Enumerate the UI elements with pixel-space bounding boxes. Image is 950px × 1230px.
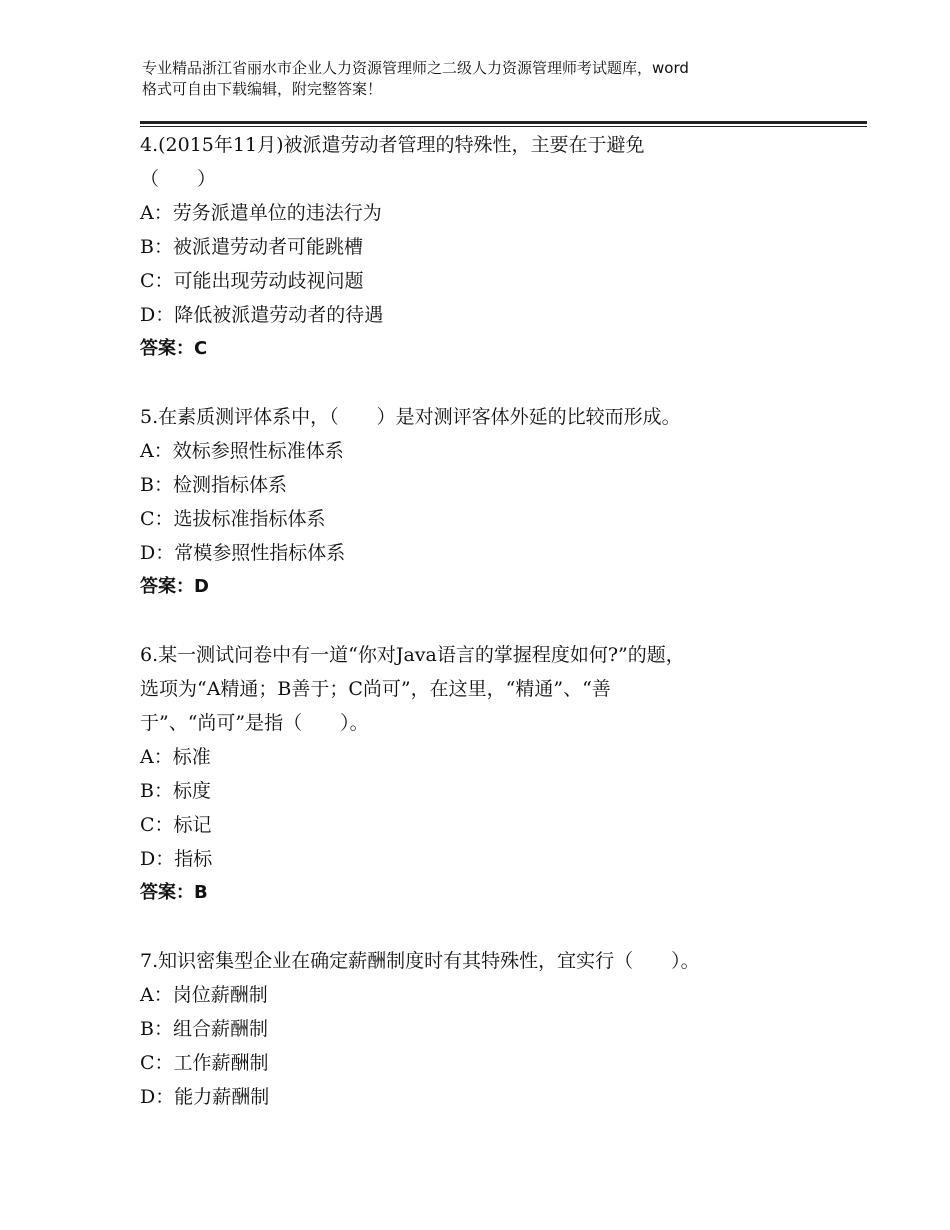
option-a: A：标准: [140, 746, 211, 768]
option-d: D：降低被派遣劳动者的待遇: [140, 304, 384, 326]
option-a: A：岗位薪酬制: [140, 984, 268, 1006]
option-d: D：能力薪酬制: [140, 1086, 270, 1108]
question-stem-line: 5.在素质测评体系中，（ ）是对测评客体外延的比较而形成。: [140, 406, 681, 428]
question-gap: [140, 604, 840, 638]
option-c: C：工作薪酬制: [140, 1052, 269, 1074]
header-rule-thick: [140, 121, 867, 124]
question-gap: [140, 910, 840, 944]
question-gap: [140, 366, 840, 400]
question-list: [140, 128, 840, 1114]
question-stem-line: 7.知识密集型企业在确定薪酬制度时有其特殊性，宜实行（ ）。: [140, 950, 700, 972]
header-line-1: 专业精品浙江省丽水市企业人力资源管理师之二级人力资源管理师考试题库，word: [142, 59, 689, 77]
option-d: D：常模参照性指标体系: [140, 542, 346, 564]
option-b: B：被派遣劳动者可能跳槽: [140, 236, 363, 258]
option-b: B：标度: [140, 780, 211, 802]
question-4: [140, 128, 840, 366]
header-rule-thin: [140, 126, 867, 127]
option-a: A：劳务派遣单位的违法行为: [140, 202, 382, 224]
document-header: [142, 58, 832, 100]
option-c: C：标记: [140, 814, 212, 836]
option-c: C：选拔标准指标体系: [140, 508, 326, 530]
answer-label: 答案：B: [140, 882, 208, 903]
question-5: [140, 400, 840, 604]
option-b: B：组合薪酬制: [140, 1018, 268, 1040]
answer-label: 答案：C: [140, 338, 208, 359]
question-7: [140, 944, 840, 1114]
option-c: C：可能出现劳动歧视问题: [140, 270, 364, 292]
question-stem-line: 6.某一测试问卷中有一道“你对Java语言的掌握程度如何?”的题，: [140, 644, 685, 666]
question-stem-line: 于”、“尚可”是指（ ）。: [140, 712, 369, 734]
header-line-2: 格式可自由下载编辑，附完整答案！: [142, 80, 383, 98]
option-d: D：指标: [140, 848, 213, 870]
question-stem-line: 选项为“A精通；B善于；C尚可”，在这里，“精通”、“善: [140, 678, 611, 700]
question-stem-line: （ ）: [140, 168, 217, 190]
question-6: [140, 638, 840, 910]
question-stem-line: 4.(2015年11月)被派遣劳动者管理的特殊性，主要在于避免: [140, 134, 645, 156]
option-b: B：检测指标体系: [140, 474, 287, 496]
answer-label: 答案：D: [140, 576, 209, 597]
option-a: A：效标参照性标准体系: [140, 440, 344, 462]
